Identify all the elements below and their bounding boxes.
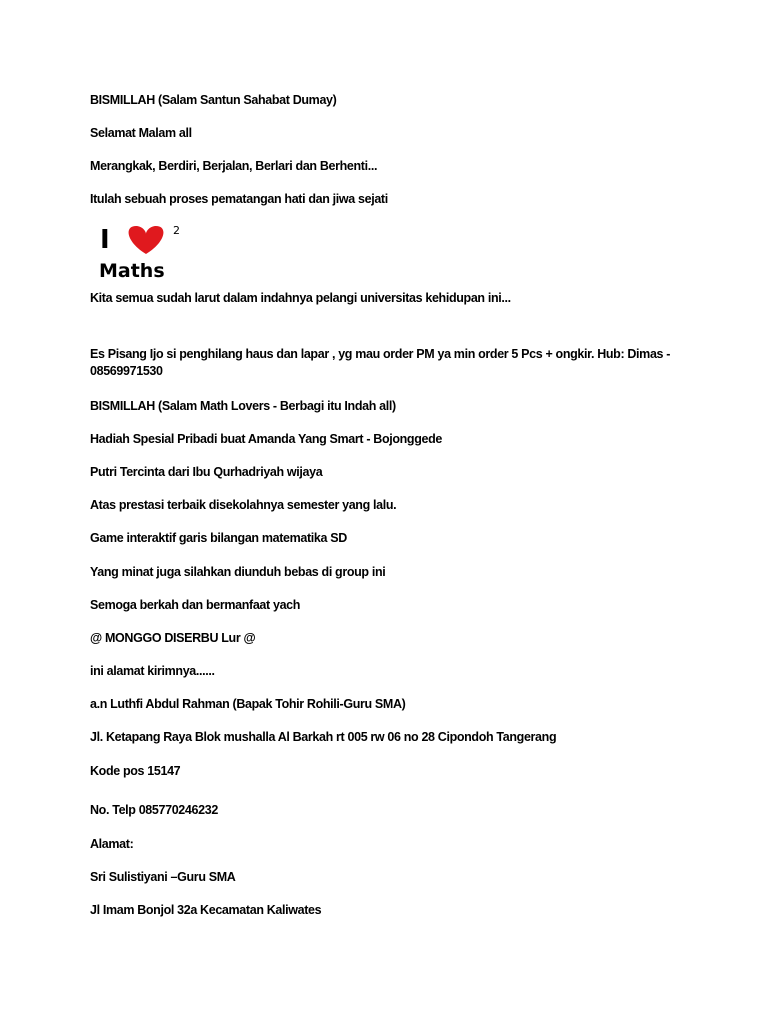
logo-letter: I [100,225,110,255]
text-line: @ MONGGO DISERBU Lur @ [90,631,256,645]
text-line: Selamat Malam all [90,126,192,140]
text-line: Atas prestasi terbaik disekolahnya semester yang lalu. [90,498,397,512]
heart-icon [129,226,164,254]
greeting-line: BISMILLAH (Salam Math Lovers - Berbagi itu Indah all) [90,399,396,413]
text-line: Game interaktif garis bilangan matematika SD [90,531,347,545]
address-street-line: Jl Imam Bonjol 32a Kecamatan Kaliwates [90,903,322,917]
text-line: Hadiah Spesial Pribadi buat Amanda Yang Smart - Bojonggede [90,432,442,446]
address-label: Alamat: [90,837,134,851]
text-line: Semoga berkah dan bermanfaat yach [90,598,301,612]
text-line: ini alamat kirimnya...... [90,664,215,678]
text-line: Merangkak, Berdiri, Berjalan, Berlari dan Berhenti... [90,159,378,173]
phone-line: No. Telp 085770246232 [90,803,218,817]
text-line: Yang minat juga silahkan diunduh bebas di group ini [90,565,386,579]
text-line: Putri Tercinta dari Ibu Qurhadriyah wijaya [90,465,323,479]
text-line: Kita semua sudah larut dalam indahnya pelangi universitas kehidupan ini... [90,291,511,305]
address-name-line: Sri Sulistiyani –Guru SMA [90,870,236,884]
logo-superscript: 2 [173,224,180,237]
text-line: Itulah sebuah proses pematangan hati dan jiwa sejati [90,192,388,206]
postal-code-line: Kode pos 15147 [90,764,181,778]
advertisement-line: Es Pisang Ijo si penghilang haus dan lapar , yg mau order PM ya min order 5 Pcs + ongkir. Hub: Dimas - 08569971530 [90,347,671,378]
address-street-line: Jl. Ketapang Raya Blok mushalla Al Barkah rt 005 rw 06 no 28 Cipondoh Tangerang [90,730,557,744]
address-name-line: a.n Luthfi Abdul Rahman (Bapak Tohir Rohili-Guru SMA) [90,697,406,711]
i-love-maths-logo [96,220,192,282]
logo-word: Maths [99,260,165,282]
greeting-line: BISMILLAH (Salam Santun Sahabat Dumay) [90,93,337,107]
